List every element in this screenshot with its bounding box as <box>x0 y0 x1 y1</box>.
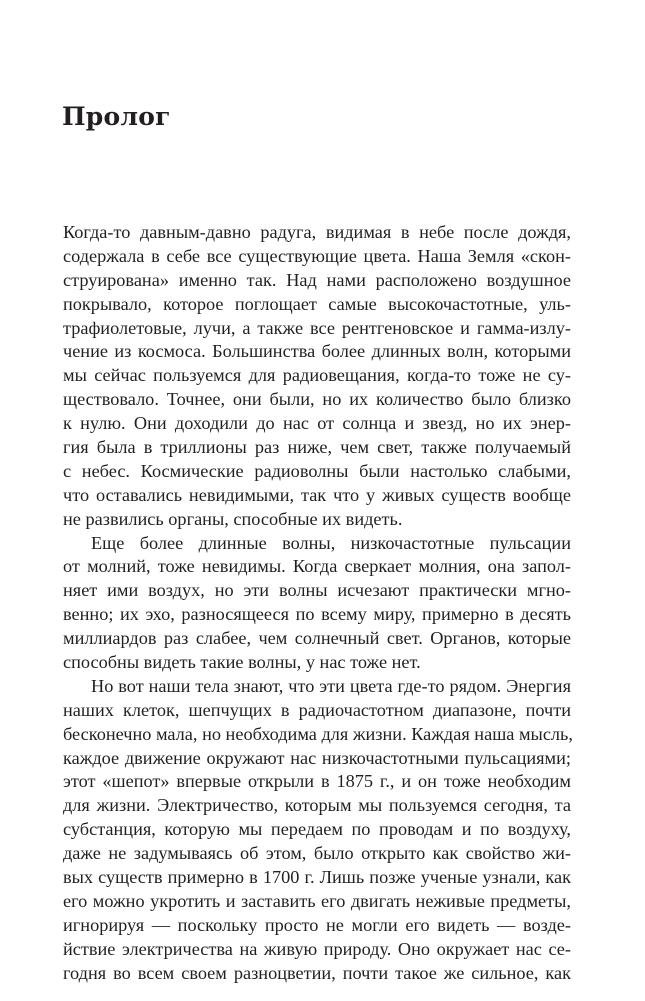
text-line: струирована» именно так. Над нами расположено воздушное <box>63 269 571 290</box>
text-line: годня во всем своем разноцветии, почти такое же сильное, как <box>63 962 571 983</box>
text-line: мы сейчас пользуемся для радиовещания, когда-то тоже не су- <box>63 365 571 386</box>
text-line: даже не задумываясь об этом, было открыто как свойство жи- <box>63 843 571 864</box>
text-line: Когда-то давным-давно радуга, видимая в небе после дождя, <box>63 222 571 242</box>
paragraph-3 <box>63 675 571 986</box>
chapter-body <box>63 221 571 986</box>
text-line: с небес. Космические радиоволны были настолько слабыми, <box>63 460 571 481</box>
text-line: йствие электричества на живую природу. Оно окружает нас се- <box>63 938 571 959</box>
text-line: к нулю. Они доходили до нас от солнца и звезд, но их энер- <box>63 413 571 434</box>
text-line: способны видеть такие волны, у нас тоже нет. <box>63 652 421 673</box>
text-line: миллиардов раз слабее, чем солнечный свет. Органов, которые <box>63 628 571 649</box>
text-line: чение из космоса. Большинства более длинных волн, которыми <box>63 341 571 362</box>
text-line: содержала в себе все существующие цвета. Наша Земля «скон- <box>63 245 571 266</box>
paragraph-2 <box>63 532 571 675</box>
text-line: субстанция, которую мы передаем по проводам и по воздуху, <box>63 819 571 840</box>
text-line: Но вот наши тела знают, что эти цвета где-то рядом. Энергия <box>91 675 571 696</box>
chapter-title: Пролог <box>62 102 171 131</box>
text-line: что оставались невидимыми, так что у живых существ вообще <box>63 484 571 505</box>
text-line: покрывало, которое поглощает самые высокочастотные, уль- <box>63 293 571 314</box>
text-line: няет ими воздух, но эти волны исчезают практически мгно- <box>63 580 571 601</box>
text-line: вых существ примерно в 1700 г. Лишь позже ученые узнали, как <box>63 867 571 888</box>
text-line: Еще более длинные волны, низкочастотные пульсации <box>91 532 571 553</box>
text-line: для жизни. Электричество, которым мы пользуемся сегодня, та <box>63 795 571 816</box>
text-line: трафиолетовые, лучи, а также все рентгеновское и гамма-излу- <box>63 317 571 338</box>
text-line: этот «шепот» впервые открыли в 1875 г., и он тоже необходим <box>63 771 571 792</box>
text-line: игнорируя — поскольку просто не могли его видеть — возде- <box>63 914 571 935</box>
text-line: бесконечно мала, но необходима для жизни. Каждая наша мысль, <box>63 723 573 744</box>
text-line: наших клеток, шепчущих в радиочастотном диапазоне, почти <box>63 699 571 720</box>
text-line: каждое движение окружают нас низкочастотными пульсациями; <box>63 747 571 768</box>
text-line: гия была в триллионы раз ниже, чем свет, также получаемый <box>63 437 571 458</box>
paragraph-1 <box>63 221 571 532</box>
text-line: его можно укротить и заставить его двигать неживые предметы, <box>63 890 571 911</box>
text-line: не развились органы, способные их видеть. <box>63 508 403 529</box>
text-line: венно; их эхо, разносящееся по всему миру, примерно в десять <box>63 604 571 625</box>
text-line: ществовало. Точнее, они были, но их количество было близко <box>63 389 571 410</box>
text-line: от молний, тоже невидимы. Когда сверкает молния, она запол- <box>63 556 571 577</box>
